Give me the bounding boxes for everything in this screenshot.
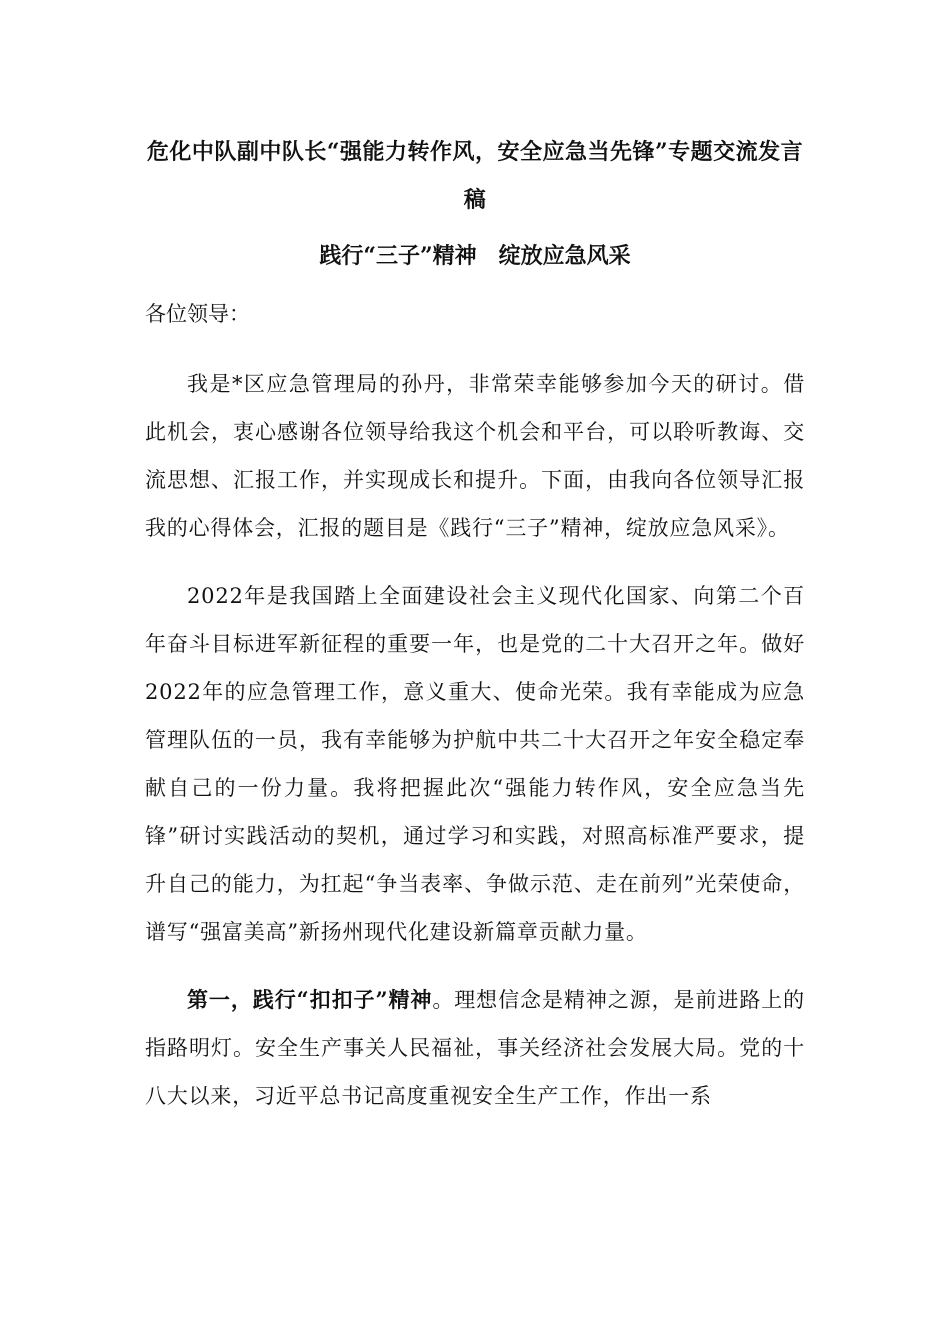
document-content (145, 128, 805, 1120)
section-1-lead: 第一，践行“扣扣子”精神 (187, 987, 433, 1012)
document-title: 危化中队副中队长“强能力转作风，安全应急当先锋”专题交流发言稿 (146, 139, 804, 213)
salutation: 各位领导： (145, 302, 250, 326)
document-subtitle (145, 232, 805, 280)
subtitle-part-2: 绽放应急风采 (498, 243, 631, 269)
subtitle-part-1: 践行“三子”精神 (319, 243, 477, 269)
paragraph-intro: 我是*区应急管理局的孙丹，非常荣幸能够参加今天的研讨。借此机会，衷心感谢各位领导给我这个机会和平台，可以聆听教诲、交流思想、汇报工作，并实现成长和提升。下面，由我向各位领导汇报我的心得体会，汇报的题目是《践行“三子”精神，绽放应急风采》。 (145, 372, 805, 540)
section-1-body: 。理想信念是精神之源，是前进路上的指路明灯。安全生产事关人民福祉，事关经济社会发展大局。党的十八大以来，习近平总书记高度重视安全生产工作，作出一系 (145, 988, 805, 1108)
paragraph-2022: 2022年是我国踏上全面建设社会主义现代化国家、向第二个百年奋斗目标进军新征程的重要一年，也是党的二十大召开之年。做好2022年的应急管理工作，意义重大、使命光荣。我有幸能成为应急管理队伍的一员，我有幸能够为护航中共二十大召开之年安全稳定奉献自己的一份力量。我将把握此次“强能力转作风，安全应急当先锋”研讨实践活动的契机，通过学习和实践，对照高标准严要求，提升自己的能力，为扛起“争当表率、争做示范、走在前列”光荣使命，谱写“强富美高”新扬州现代化建设新篇章贡献力量。 (145, 584, 805, 944)
paragraph-section-1 (145, 976, 805, 1120)
